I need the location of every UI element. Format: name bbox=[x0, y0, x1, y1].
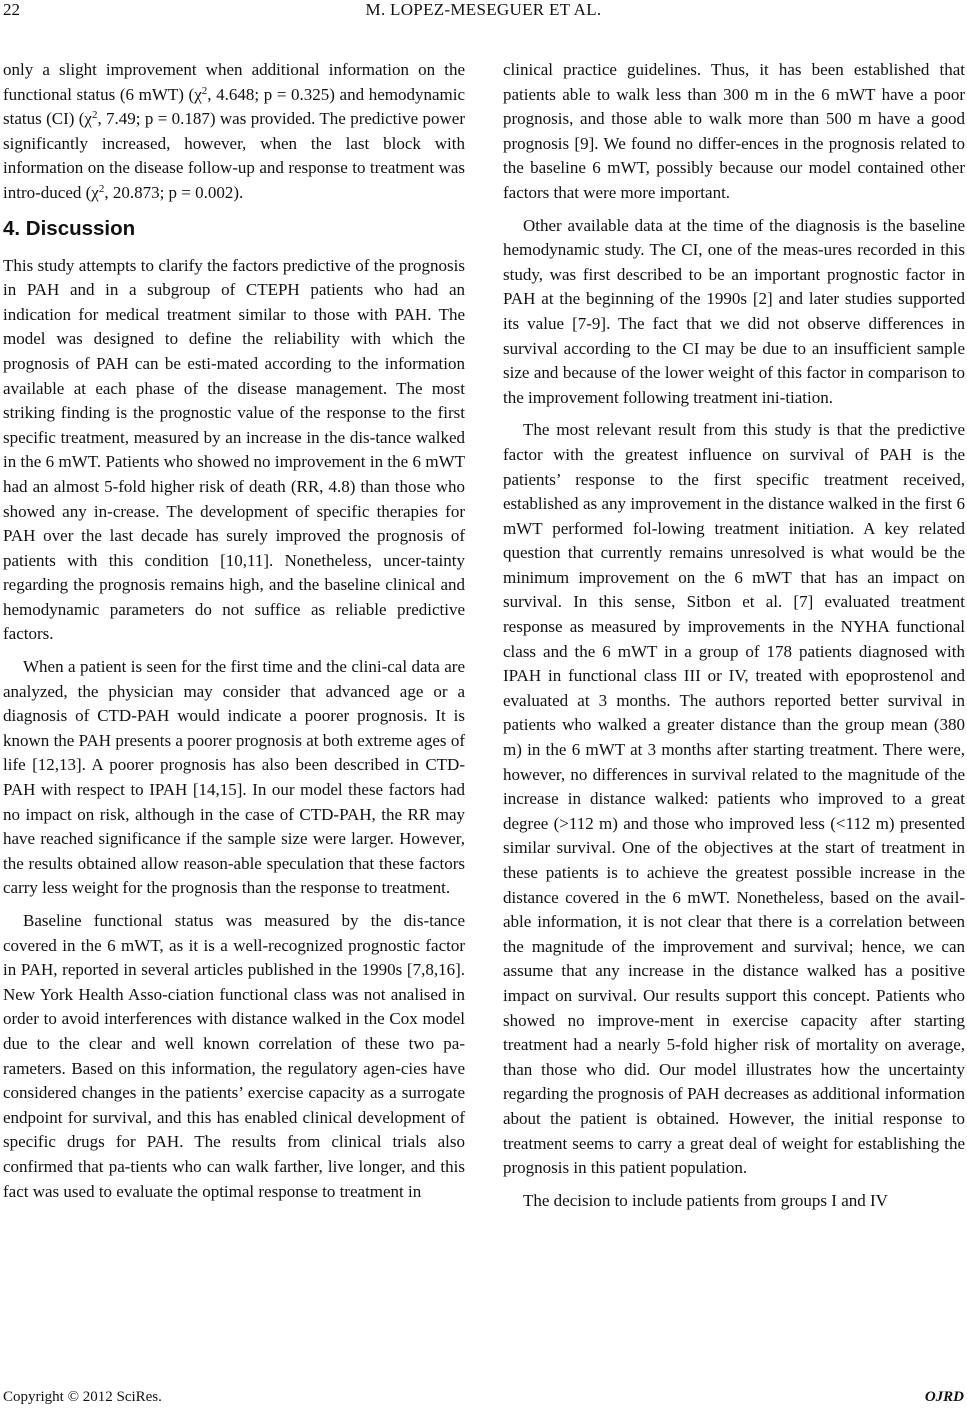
paragraph: When a patient is seen for the first time and the clini-cal data are analyzed, the physician may consider that advanced age or a diagnosis of CTD-PAH would indicate a poorer prognosis. It is known the PAH presents a poorer prognosis at both extreme ages of life [12,13]. A poorer prognosis has also been described in CTD-PAH with respect to IPAH [14,15]. In our model these factors had no impact on risk, although in the case of CTD-PAH, the RR may have reached significance if the sample size were larger. However, the results obtained allow reason-able speculation that these factors carry less weight for the prognosis than the response to treatment. bbox=[3, 657, 465, 898]
paragraph: This study attempts to clarify the factors predictive of the prognosis in PAH and in a subgroup of CTEPH patients who had an indication for medical treatment similar to those with PAH. The model was designed to define the reliability with which the prognosis of PAH can be esti-mated according to the information available at each phase of the disease management. The most striking finding is the prognostic value of the response to the first specific treatment, measured by an increase in the dis-tance walked in the 6 mWT. Patients who showed no improvement in the 6 mWT had an almost 5-fold higher risk of death (RR, 4.8) than those who showed any in-crease. The development of specific therapies for PAH over the last decade has surely improved the prognosis of patients with this condition [10,11]. Nonetheless, uncer-tainty regarding the prognosis remains high, and the baseline clinical and hemodynamic parameters do not suffice as reliable predictive factors. bbox=[3, 255, 465, 644]
paragraph: The most relevant result from this study is that the predictive factor with the greatest influence on survival of PAH is the patients’ response to the first specific treatment received, established as any improvement in the distance walked in the first 6 mWT performed fol-lowing treatment initiation. A key related question that currently remains unresolved is what would be the minimum improvement on the 6 mWT that has an impact on survival. In this sense, Sitbon et al. [7] evaluated treatment response as measured by improvements in the NYHA functional class and the 6 mWT in a group of 178 patients diagnosed with IPAH in functional class III or IV, treated with epoprostenol and evaluated at 3 months. The authors reported better survival in patients who walked a greater distance than the group mean (380 m) in the 6 mWT at 3 months after starting treatment. There were, however, no differences in survival related to the magnitude of the increase in distance walked: patients who improved to a great degree (>112 m) and those who improved less (<112 m) presented similar survival. One of the objectives at the start of treatment in these patients is to achieve the greatest possible increase in the distance covered in the 6 mWT. Nonetheless, based on the avail-able information, it is not clear that there is a correlation between the magnitude of the improvement and survival; hence, we can assume that any increase in the distance walked has a positive impact on survival. Our results support this concept. Patients who showed no improve-ment in exercise capacity after starting treatment had a nearly 5-fold higher risk of mortality on average, than those who did. Our model illustrates how the uncertainty regarding the prognosis of PAH decreases as additional information about the patient is obtained. However, the initial response to treatment seems to carry a great deal of weight for establishing the prognosis in this patient population. bbox=[503, 420, 965, 1178]
left-column bbox=[3, 58, 465, 1212]
paragraph: Other available data at the time of the diagnosis is the baseline hemodynamic study. The CI, one of the meas-ures recorded in this study, was first described to be an important prognostic factor in PAH at the beginning of the 1990s [2] and later studies supported its value [7-9]. The fact that we did not observe differences in survival according to the CI may be due to an insufficient sample size and because of the lower weight of this factor in comparison to the improvement following treatment ini-tiation. bbox=[503, 215, 965, 407]
superscript: 2 bbox=[98, 182, 105, 195]
section-heading: 4. Discussion bbox=[3, 216, 136, 240]
paragraph: The decision to include patients from groups I and IV bbox=[523, 1190, 888, 1210]
page-footer bbox=[0, 1388, 967, 1414]
copyright-notice: Copyright © 2012 SciRes. bbox=[3, 1389, 162, 1405]
right-column bbox=[503, 58, 965, 1221]
journal-abbreviation: OJRD bbox=[924, 1389, 964, 1405]
paragraph: clinical practice guidelines. Thus, it has been established that patients able to walk less than 300 m in the 6 mWT have a poor prognosis, and those able to walk more than 500 m have a good prognosis [9]. We found no differ-ences in the prognosis related to the baseline 6 mWT, possibly because our model contained other factors that were more important. bbox=[503, 60, 965, 202]
superscript: 2 bbox=[91, 109, 98, 122]
page-number: 22 bbox=[3, 0, 20, 19]
superscript: 2 bbox=[201, 84, 208, 97]
running-head: M. LOPEZ-MESEGUER ET AL. bbox=[365, 0, 602, 19]
page-header bbox=[0, 0, 967, 30]
paragraph: Baseline functional status was measured by the dis-tance covered in the 6 mWT, as it is a well-recognized prognostic factor in PAH, reported in several articles published in the 1990s [7,8,16]. New York Health Asso-ciation functional class was not analised in order to avoid interferences with distance walked in the Cox model due to the clear and well known correlation of these two pa-rameters. Based on this information, the regulatory agen-cies have considered changes in the patients’ exercise capacity as a surrogate endpoint for survival, and this has enabled clinical development of specific drugs for PAH. The results from clinical trials also confirmed that pa-tients who can walk farther, live longer, and this fact was used to evaluate the optimal response to treatment in bbox=[3, 911, 465, 1201]
paragraph: only a slight improvement when additional information on the functional status (6 mWT) ($\chi^2$, 4.648; p = 0.325) and hemodynamic status (CI) ($\chi^2$, 7.49; p = 0.187) was provided. The predictive power significantly increased, however, when the last block with information on the disease follow-up and response to treatment was intro-duced ($\chi^2$, 20.873; p = 0.002). bbox=[3, 60, 465, 202]
